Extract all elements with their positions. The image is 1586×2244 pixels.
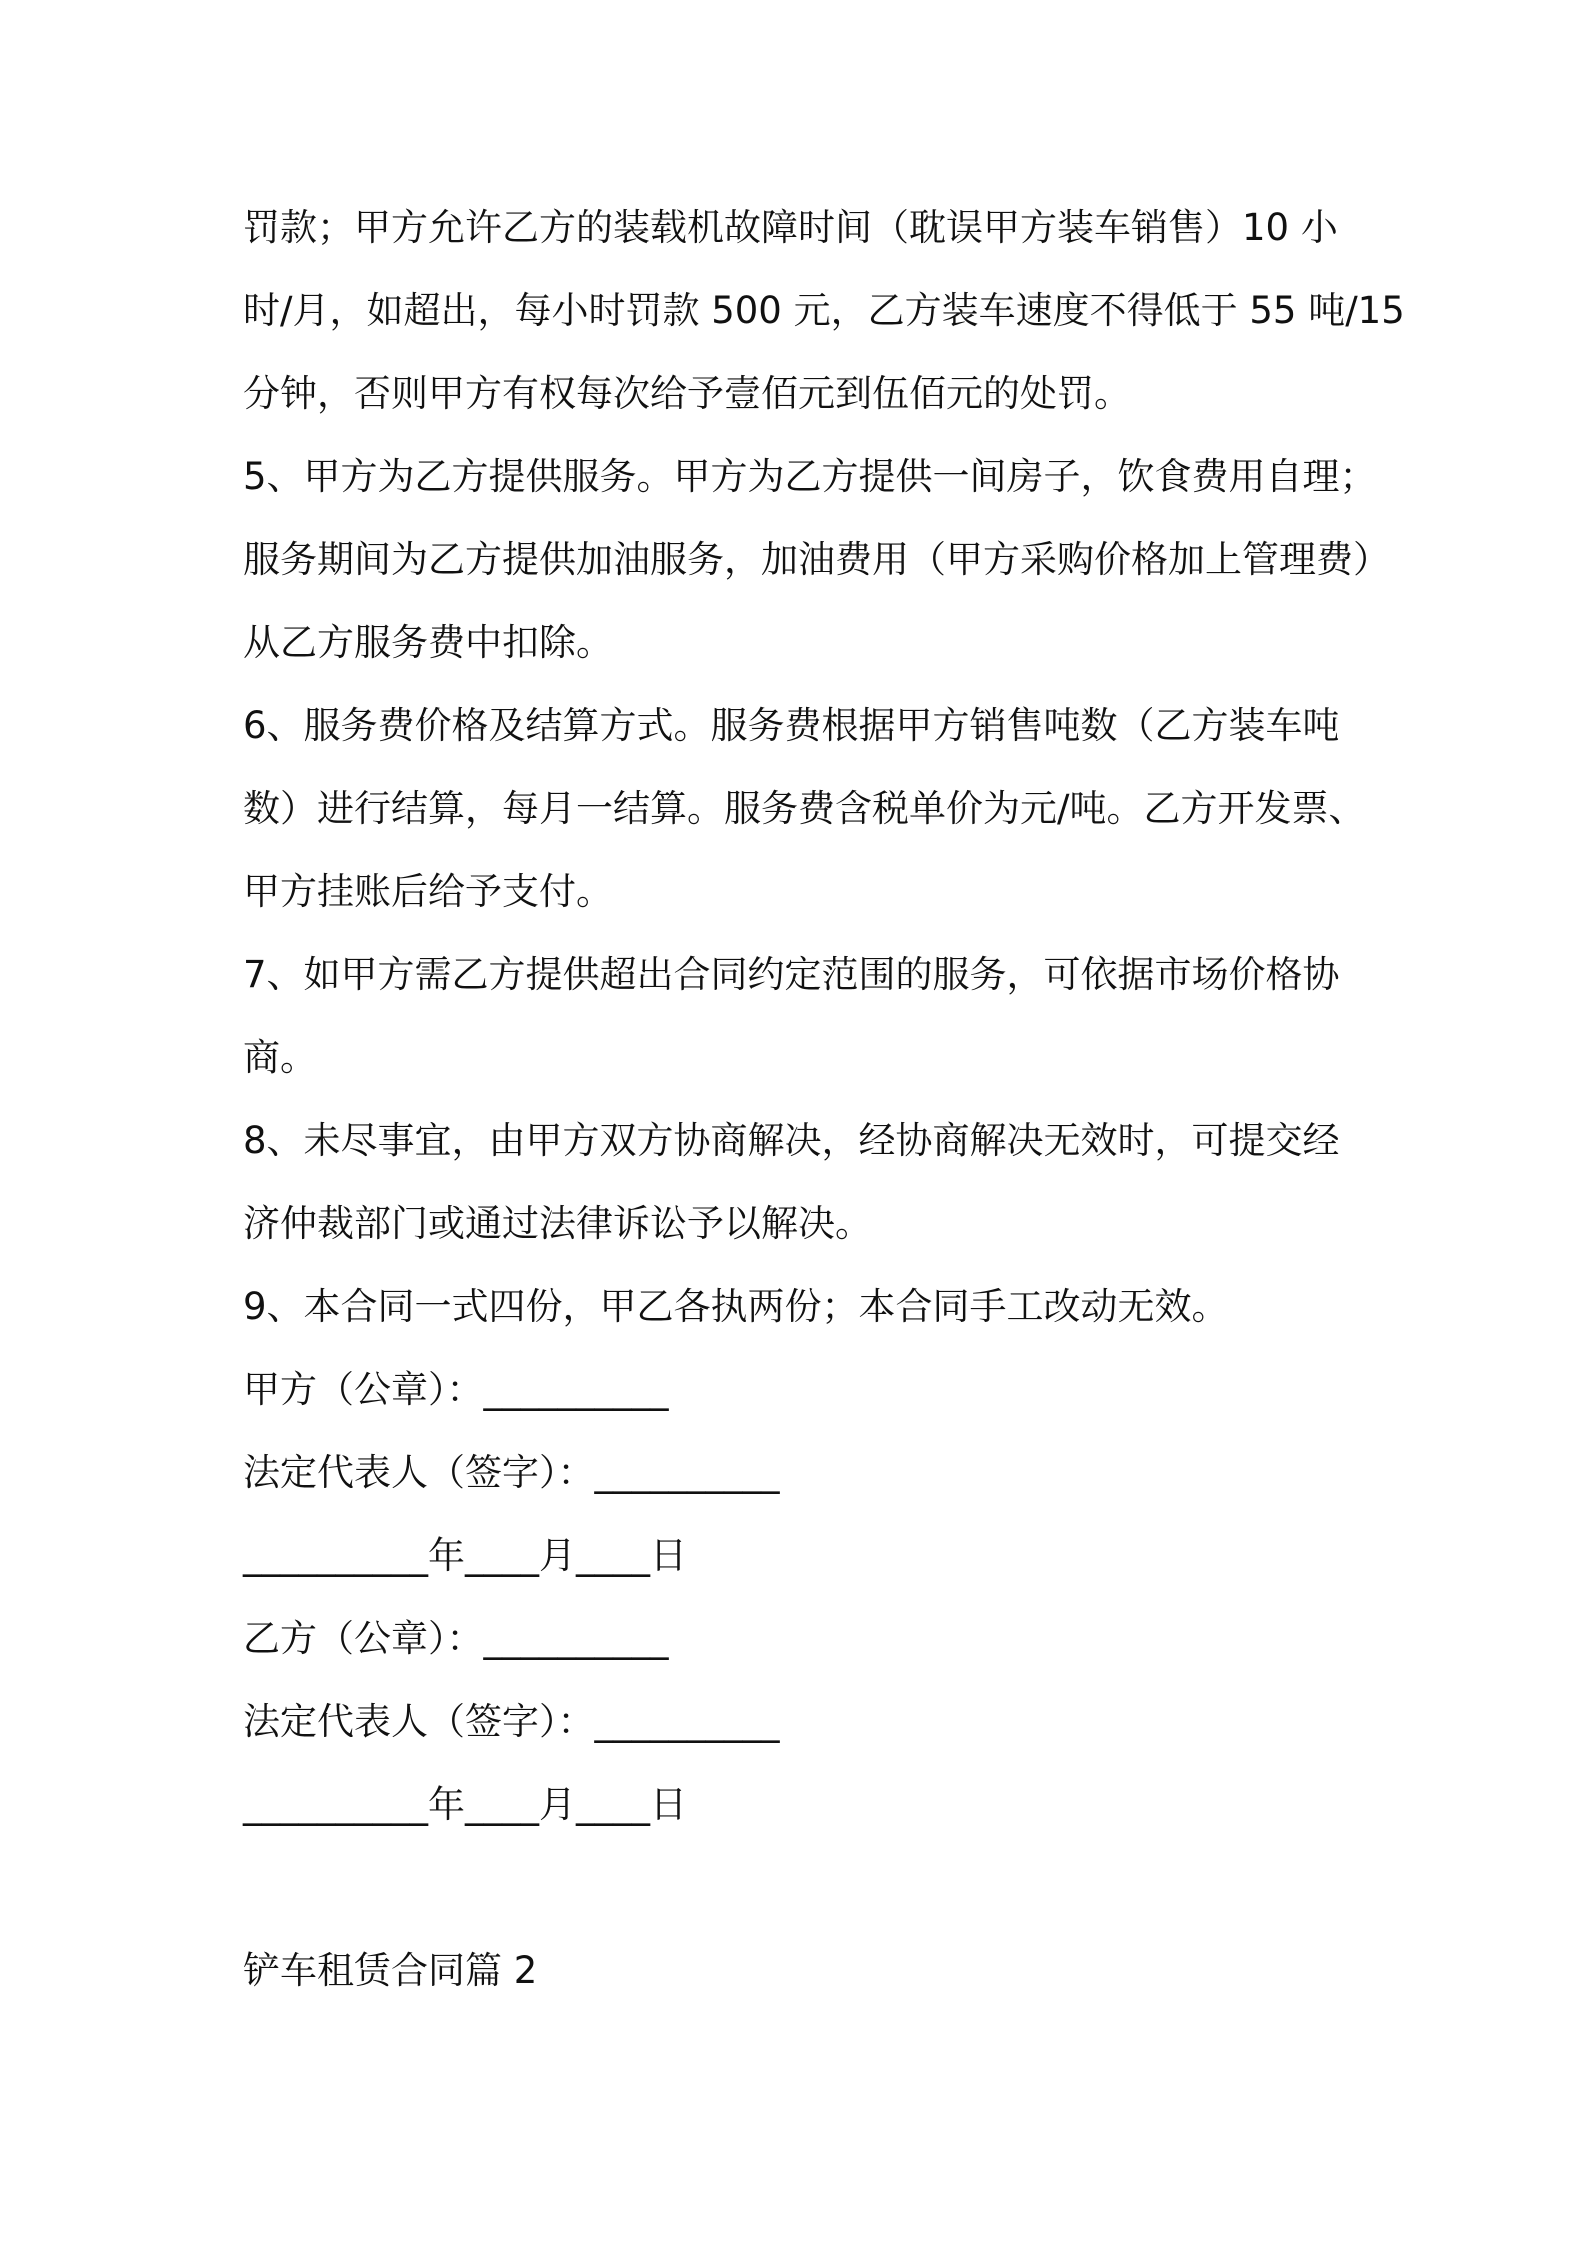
text-line-penalty-3: 分钟，否则甲方有权每次给予壹佰元到伍佰元的处罚。: [243, 372, 1131, 415]
section-heading: 铲车租赁合同篇 2: [243, 1949, 538, 1992]
clause-8-line-2: 济仲裁部门或通过法律诉讼予以解决。: [243, 1202, 872, 1245]
party-b-representative-line: 法定代表人（签字）：__________: [243, 1700, 780, 1743]
text-line-penalty-1: 罚款；甲方允许乙方的装载机故障时间（耽误甲方装车销售）10 小: [243, 206, 1338, 249]
text-line-penalty-2: 时/月，如超出，每小时罚款 500 元，乙方装车速度不得低于 55 吨/15: [243, 289, 1405, 332]
clause-5-line-3: 从乙方服务费中扣除。: [243, 621, 613, 664]
party-b-date-line: __________年____月____日: [243, 1783, 687, 1826]
party-a-seal-line: 甲方（公章）：__________: [243, 1368, 669, 1411]
clause-7-line-2: 商。: [243, 1036, 317, 1079]
party-b-seal-line: 乙方（公章）：__________: [243, 1617, 669, 1660]
clause-7-line-1: 7、如甲方需乙方提供超出合同约定范围的服务，可依据市场价格协: [243, 953, 1340, 996]
clause-8-line-1: 8、未尽事宜，由甲方双方协商解决，经协商解决无效时，可提交经: [243, 1119, 1340, 1162]
clause-5-line-2: 服务期间为乙方提供加油服务，加油费用（甲方采购价格加上管理费）: [243, 538, 1390, 581]
clause-5-line-1: 5、甲方为乙方提供服务。甲方为乙方提供一间房子，饮食费用自理；: [243, 455, 1377, 498]
clause-9-line: 9、本合同一式四份，甲乙各执两份；本合同手工改动无效。: [243, 1285, 1229, 1328]
clause-6-line-2: 数）进行结算，每月一结算。服务费含税单价为元/吨。乙方开发票、: [243, 787, 1366, 830]
party-a-representative-line: 法定代表人（签字）：__________: [243, 1451, 780, 1494]
clause-6-line-1: 6、服务费价格及结算方式。服务费根据甲方销售吨数（乙方装车吨: [243, 704, 1340, 747]
clause-6-line-3: 甲方挂账后给予支付。: [243, 870, 613, 913]
party-a-date-line: __________年____月____日: [243, 1534, 687, 1577]
